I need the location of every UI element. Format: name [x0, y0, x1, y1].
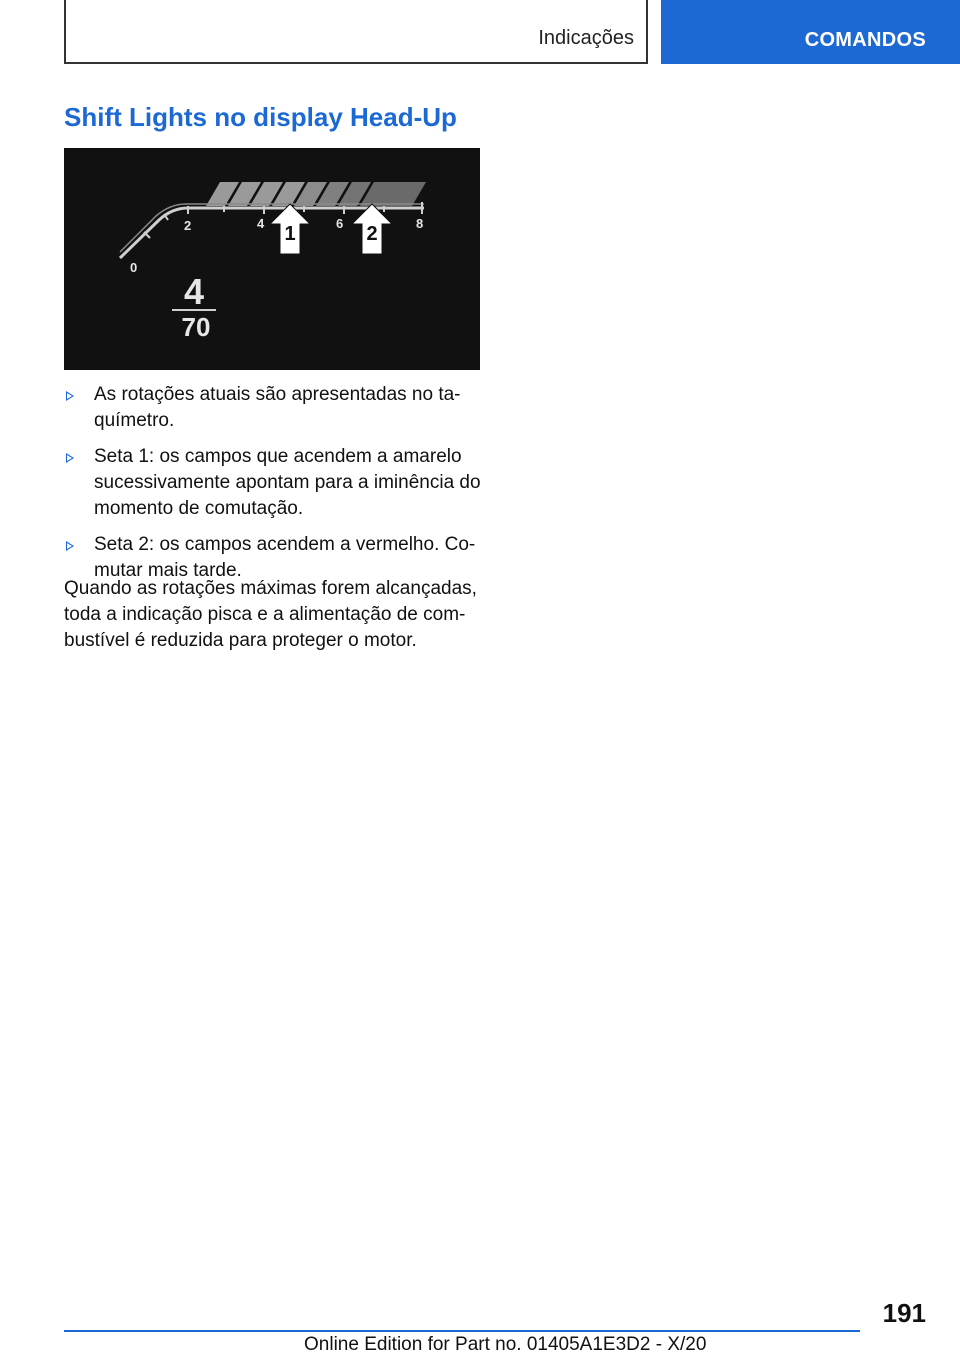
bullet-list	[64, 382, 484, 594]
body-paragraph: Quando as rotações máximas forem alcançadas, toda a indicação pisca e a alimentação de com-bustível é reduzida para proteger o motor.	[64, 578, 477, 651]
triangle-bullet-icon	[66, 453, 74, 463]
page-number: 191	[882, 1298, 926, 1328]
tick-label-8: 8	[416, 216, 424, 231]
tick-label-6: 6	[336, 216, 344, 231]
page-title: Shift Lights no display Head-Up	[64, 102, 457, 132]
list-item	[64, 382, 484, 434]
bullet-text: Seta 1: os campos que acendem a amarelo sucessivamente apontam para a iminência do momento de comutação.	[94, 446, 481, 519]
head-up-display-figure	[64, 148, 480, 370]
shift-segment	[360, 182, 426, 206]
list-item	[64, 444, 484, 522]
bullet-text: Seta 2: os campos acendem a vermelho. Co-mutar mais tarde.	[94, 534, 476, 581]
arrow-1-label: 1	[284, 223, 296, 245]
tick-label-2: 2	[184, 218, 192, 233]
header-section-box	[64, 0, 648, 64]
shift-lights-illustration	[64, 148, 480, 370]
triangle-bullet-icon	[66, 541, 74, 551]
header-chapter-tab[interactable]	[661, 0, 960, 64]
arrow-2-label: 2	[366, 223, 378, 245]
chapter-label: COMANDOS	[804, 29, 926, 51]
footer-text[interactable]: Online Edition for Part no. 01405A1E3D2 - X/20	[304, 1334, 707, 1355]
speed-indicator: 70	[181, 312, 211, 342]
bullet-text: As rotações atuais são apresentadas no ta-químetro.	[94, 384, 461, 431]
tick-label-0: 0	[130, 260, 138, 275]
section-label: Indicações	[538, 27, 634, 49]
gear-indicator: 4	[183, 271, 205, 312]
shift-light-segments	[206, 182, 426, 206]
tick-label-4: 4	[257, 216, 265, 231]
triangle-bullet-icon	[66, 391, 74, 401]
footer-rule	[64, 1330, 860, 1332]
arrow-2	[352, 204, 392, 254]
